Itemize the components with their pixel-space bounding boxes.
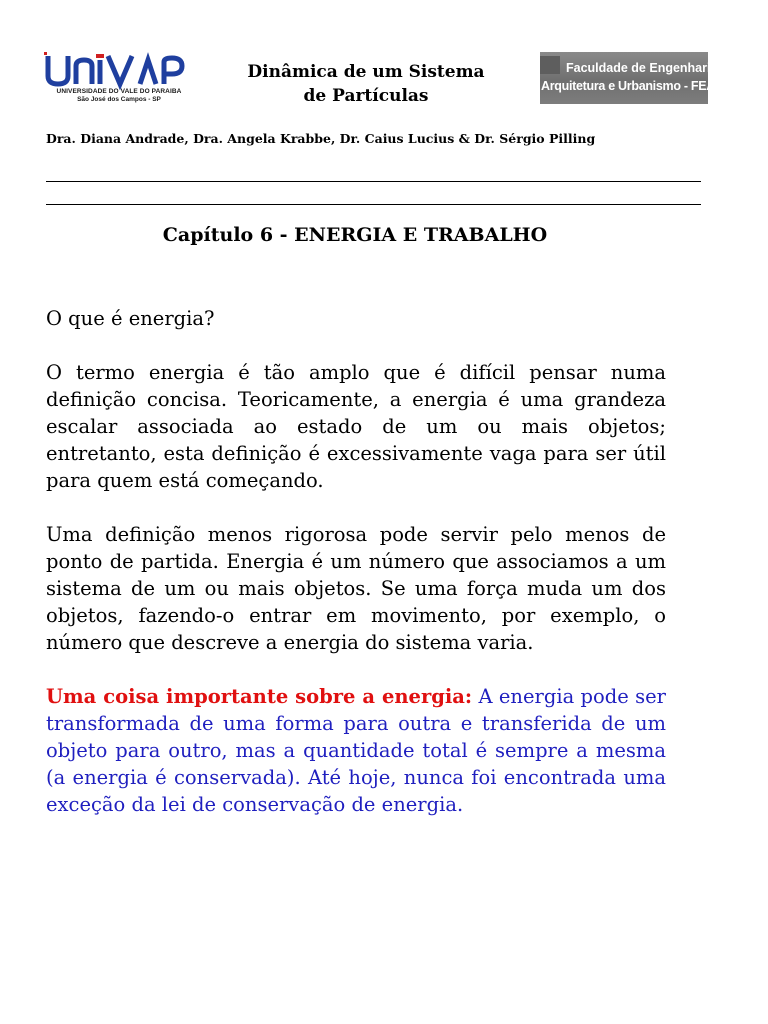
page-header bbox=[0, 0, 768, 160]
univap-logo-line1: UNIVERSIDADE DO VALE DO PARAIBA bbox=[56, 88, 182, 95]
document-title-line2: de Partículas bbox=[303, 86, 429, 106]
header-divider-bottom bbox=[46, 204, 701, 205]
important-label: Uma coisa importante sobre a energia: bbox=[46, 685, 473, 708]
document-title bbox=[200, 60, 532, 108]
feau-logo bbox=[540, 52, 728, 104]
body-content bbox=[46, 305, 666, 845]
document-title-line1: Dinâmica de um Sistema bbox=[247, 62, 485, 82]
feau-logo-mark-icon bbox=[540, 56, 560, 74]
paragraph-less-rigorous: Uma definição menos rigorosa pode servir pelo menos de ponto de partida. Energia é um número que associamos a um sistema de um ou mais objetos. Se uma força muda um dos objetos, fazendo-o entrar em movimento, por exemplo, o número que descreve a energia do sistema varia. bbox=[46, 523, 666, 654]
chapter-title: Capítulo 6 - ENERGIA E TRABALHO bbox=[162, 224, 548, 246]
paragraph-definition: O termo energia é tão amplo que é difícil pensar numa definição concisa. Teoricamente, a energia é uma grandeza escalar associada ao estado de um ou mais objetos; entretanto, esta definição é excessivamente vaga para ser útil para quem está começando. bbox=[46, 361, 666, 492]
paragraph-important bbox=[46, 683, 666, 818]
univap-wordmark-icon bbox=[44, 52, 194, 88]
important-text: A energia pode ser transformada de uma forma para outra e transferida de um objeto para outro, mas a quantidade total é sempre a mesma (a energia é conservada). Até hoje, nunca foi encontrada uma exceção da lei de conservação de energia. bbox=[46, 685, 667, 816]
header-divider-top bbox=[46, 181, 701, 182]
univap-logo bbox=[44, 52, 194, 104]
question-heading: O que é energia? bbox=[46, 307, 215, 330]
authors-line: Dra. Diana Andrade, Dra. Angela Krabbe, Dr. Caius Lucius & Dr. Sérgio Pilling bbox=[46, 131, 596, 146]
feau-logo-line1: Faculdade de Engenharias, bbox=[566, 61, 728, 75]
univap-logo-line2: São José dos Campos - SP bbox=[77, 96, 161, 103]
feau-logo-line2: Arquitetura e Urbanismo - FEAU bbox=[541, 79, 724, 93]
